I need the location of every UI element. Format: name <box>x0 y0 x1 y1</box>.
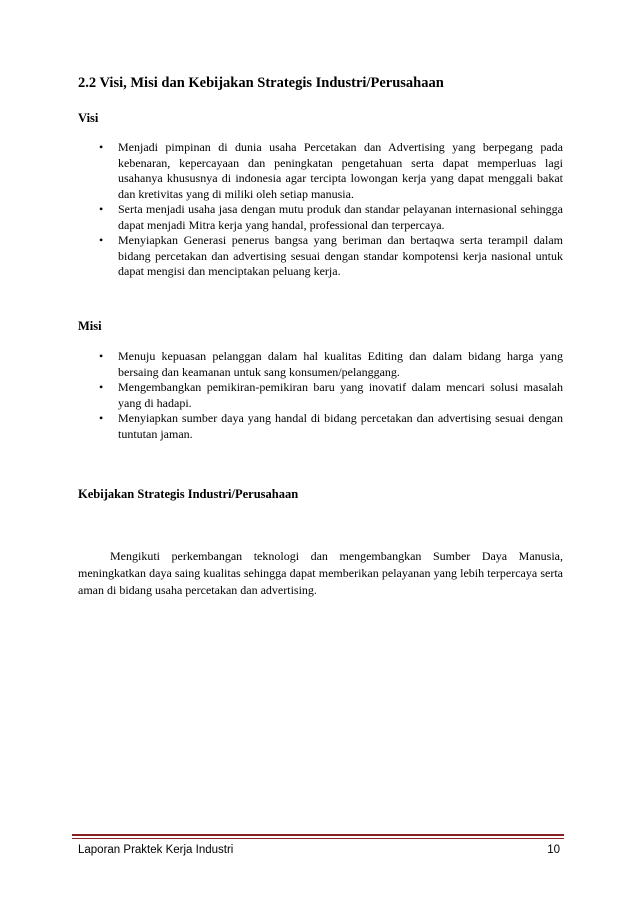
bullet-icon: • <box>99 202 104 216</box>
misi-item <box>78 380 563 411</box>
section-title: 2.2 Visi, Misi dan Kebijakan Strategis Industri/Perusahaan <box>78 75 444 91</box>
bullet-icon: • <box>99 380 104 394</box>
misi-list <box>78 349 563 442</box>
visi-item <box>78 202 563 233</box>
kebijakan-paragraph: Mengikuti perkembangan teknologi dan mengembangkan Sumber Daya Manusia, meningkatkan daya saing kualitas sehingga dapat memberikan pelayanan yang lebih terpercaya serta aman di bidang usaha percetakan dan advertising. <box>78 549 563 597</box>
visi-item-text: Menjadi pimpinan di dunia usaha Percetakan dan Advertising yang berpegang pada kebenaran, kepercayaan dan peningkatan pengetahuan serta dapat memperluas lagi usahanya khususnya di indonesia agar tercipta lowongan kerja yang dapat menggali bakat dan kretivitas yang di miliki oleh setiap manusia. <box>118 140 563 201</box>
footer-rule-thin <box>72 838 564 839</box>
footer-rule <box>72 834 564 836</box>
visi-item <box>78 140 563 202</box>
bullet-icon: • <box>99 233 104 247</box>
footer-title: Laporan Praktek Kerja Industri <box>78 844 234 856</box>
visi-list <box>78 140 563 280</box>
misi-item-text: Menyiapkan sumber daya yang handal di bidang percetakan dan advertising sesuai dengan tuntutan jaman. <box>118 411 563 441</box>
misi-item-text: Mengembangkan pemikiran-pemikiran baru yang inovatif dalam mencari solusi masalah yang di hadapi. <box>118 380 563 410</box>
visi-item <box>78 233 563 280</box>
visi-heading: Visi <box>78 111 99 125</box>
kebijakan-heading: Kebijakan Strategis Industri/Perusahaan <box>78 487 299 501</box>
page-number: 10 <box>547 844 560 856</box>
misi-item <box>78 411 563 442</box>
bullet-icon: • <box>99 140 104 154</box>
bullet-icon: • <box>99 349 104 363</box>
bullet-icon: • <box>99 411 104 425</box>
misi-heading: Misi <box>78 319 102 333</box>
misi-item <box>78 349 563 380</box>
misi-item-text: Menuju kepuasan pelanggan dalam hal kualitas Editing dan dalam bidang harga yang bersaing dan keamanan untuk sang konsumen/pelanggang. <box>118 349 563 379</box>
visi-item-text: Serta menjadi usaha jasa dengan mutu produk dan standar pelayanan internasional sehingga dapat menjadi Mitra kerja yang handal, professional dan terpercaya. <box>118 202 563 232</box>
visi-item-text: Menyiapkan Generasi penerus bangsa yang beriman dan bertaqwa serta terampil dalam bidang percetakan dan advertising sesuai dengan standar kompotensi kerja nasional untuk dapat mengisi dan menciptakan peluang kerja. <box>118 233 563 278</box>
